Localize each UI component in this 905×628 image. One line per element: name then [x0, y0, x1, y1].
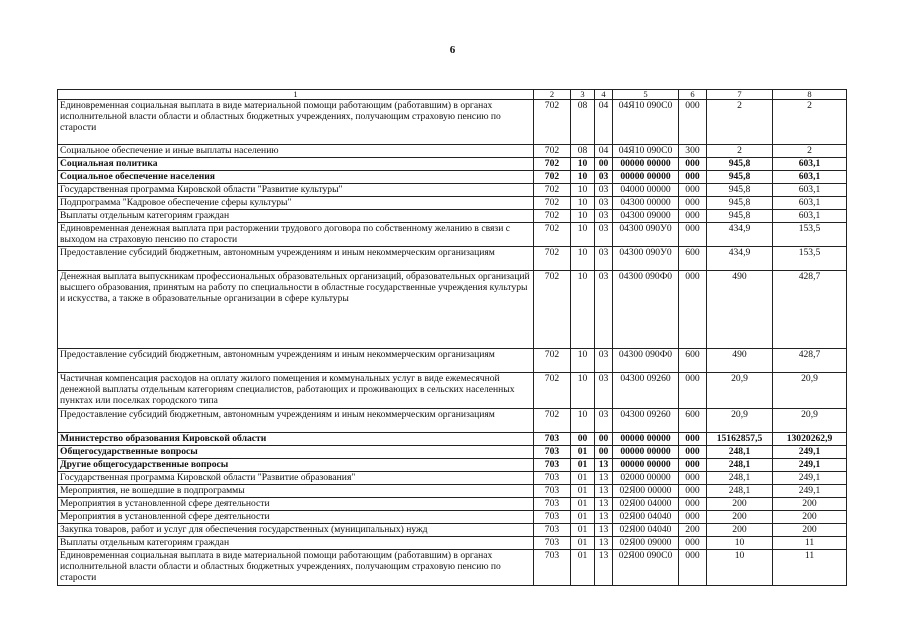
row-name-cell: Социальное обеспечение населения — [58, 171, 534, 184]
subsection-code-cell: 13 — [595, 498, 613, 511]
row-name-cell: Предоставление субсидий бюджетным, автономным учреждениям и иным некоммерческим организациям — [58, 409, 534, 433]
subsection-code-cell: 13 — [595, 511, 613, 524]
expense-type-cell: 000 — [679, 271, 707, 349]
target-article-cell: 00000 00000 — [613, 433, 679, 446]
amount-year1-cell: 200 — [707, 524, 773, 537]
header-cell: 3 — [571, 90, 595, 100]
amount-year2-cell: 200 — [773, 511, 847, 524]
expense-type-cell: 000 — [679, 511, 707, 524]
target-article-cell: 04300 00000 — [613, 197, 679, 210]
amount-year2-cell: 200 — [773, 498, 847, 511]
subsection-code-cell: 13 — [595, 537, 613, 550]
expense-type-cell: 000 — [679, 485, 707, 498]
admin-code-cell: 703 — [534, 550, 571, 586]
target-article-cell: 00000 00000 — [613, 459, 679, 472]
row-name-cell: Выплаты отдельным категориям граждан — [58, 210, 534, 223]
subsection-code-cell: 03 — [595, 171, 613, 184]
table-row — [58, 271, 847, 349]
admin-code-cell: 702 — [534, 158, 571, 171]
row-name-cell: Выплаты отдельным категориям граждан — [58, 537, 534, 550]
section-code-cell: 10 — [571, 373, 595, 409]
row-name-cell: Государственная программа Кировской области "Развитие образования" — [58, 472, 534, 485]
admin-code-cell: 702 — [534, 223, 571, 247]
section-code-cell: 00 — [571, 433, 595, 446]
amount-year2-cell: 603,1 — [773, 158, 847, 171]
table-row — [58, 498, 847, 511]
admin-code-cell: 703 — [534, 524, 571, 537]
amount-year1-cell: 10 — [707, 550, 773, 586]
target-article-cell: 04300 090Ф0 — [613, 349, 679, 373]
budget-table — [57, 89, 847, 586]
target-article-cell: 04300 09260 — [613, 409, 679, 433]
amount-year1-cell: 945,8 — [707, 184, 773, 197]
table-row — [58, 145, 847, 158]
target-article-cell: 04000 00000 — [613, 184, 679, 197]
table-row — [58, 485, 847, 498]
table-header-row — [58, 90, 847, 100]
table-row — [58, 210, 847, 223]
admin-code-cell: 703 — [534, 459, 571, 472]
expense-type-cell: 000 — [679, 472, 707, 485]
row-name-cell: Закупка товаров, работ и услуг для обеспечения государственных (муниципальных) нужд — [58, 524, 534, 537]
admin-code-cell: 703 — [534, 511, 571, 524]
amount-year2-cell: 249,1 — [773, 485, 847, 498]
target-article-cell: 00000 00000 — [613, 158, 679, 171]
section-code-cell: 10 — [571, 247, 595, 271]
expense-type-cell: 600 — [679, 409, 707, 433]
amount-year2-cell: 603,1 — [773, 184, 847, 197]
header-cell: 8 — [773, 90, 847, 100]
section-code-cell: 01 — [571, 485, 595, 498]
target-article-cell: 02Я00 00000 — [613, 485, 679, 498]
expense-type-cell: 000 — [679, 537, 707, 550]
expense-type-cell: 200 — [679, 524, 707, 537]
row-name-cell: Мероприятия в установленной сфере деятельности — [58, 498, 534, 511]
amount-year2-cell: 20,9 — [773, 373, 847, 409]
subsection-code-cell: 00 — [595, 158, 613, 171]
table-row — [58, 373, 847, 409]
row-name-cell: Социальное обеспечение и иные выплаты населению — [58, 145, 534, 158]
amount-year1-cell: 2 — [707, 145, 773, 158]
row-name-cell: Социальная политика — [58, 158, 534, 171]
table-row — [58, 171, 847, 184]
row-name-cell: Государственная программа Кировской области "Развитие культуры" — [58, 184, 534, 197]
admin-code-cell: 702 — [534, 373, 571, 409]
subsection-code-cell: 13 — [595, 550, 613, 586]
subsection-code-cell: 03 — [595, 223, 613, 247]
subsection-code-cell: 00 — [595, 433, 613, 446]
table-row — [58, 472, 847, 485]
section-code-cell: 08 — [571, 100, 595, 145]
row-name-cell: Предоставление субсидий бюджетным, автономным учреждениям и иным некоммерческим организациям — [58, 247, 534, 271]
table-row — [58, 524, 847, 537]
target-article-cell: 02Я00 090С0 — [613, 550, 679, 586]
section-code-cell: 10 — [571, 158, 595, 171]
section-code-cell: 01 — [571, 472, 595, 485]
section-code-cell: 01 — [571, 524, 595, 537]
target-article-cell: 02Я00 04040 — [613, 524, 679, 537]
amount-year1-cell: 20,9 — [707, 373, 773, 409]
amount-year2-cell: 249,1 — [773, 446, 847, 459]
section-code-cell: 01 — [571, 550, 595, 586]
subsection-code-cell: 03 — [595, 247, 613, 271]
expense-type-cell: 000 — [679, 459, 707, 472]
amount-year1-cell: 15162857,5 — [707, 433, 773, 446]
subsection-code-cell: 13 — [595, 524, 613, 537]
admin-code-cell: 702 — [534, 247, 571, 271]
row-name-cell: Министерство образования Кировской области — [58, 433, 534, 446]
subsection-code-cell: 03 — [595, 210, 613, 223]
admin-code-cell: 702 — [534, 409, 571, 433]
expense-type-cell: 600 — [679, 247, 707, 271]
amount-year2-cell: 603,1 — [773, 197, 847, 210]
admin-code-cell: 702 — [534, 349, 571, 373]
amount-year1-cell: 10 — [707, 537, 773, 550]
row-name-cell: Подпрограмма "Кадровое обеспечение сферы культуры" — [58, 197, 534, 210]
admin-code-cell: 703 — [534, 537, 571, 550]
amount-year1-cell: 20,9 — [707, 409, 773, 433]
target-article-cell: 02Я00 04000 — [613, 498, 679, 511]
subsection-code-cell: 04 — [595, 145, 613, 158]
expense-type-cell: 000 — [679, 158, 707, 171]
subsection-code-cell: 03 — [595, 271, 613, 349]
section-code-cell: 10 — [571, 223, 595, 247]
admin-code-cell: 703 — [534, 485, 571, 498]
amount-year2-cell: 2 — [773, 100, 847, 145]
row-name-cell: Мероприятия, не вошедшие в подпрограммы — [58, 485, 534, 498]
expense-type-cell: 000 — [679, 100, 707, 145]
amount-year2-cell: 153,5 — [773, 223, 847, 247]
expense-type-cell: 000 — [679, 210, 707, 223]
header-cell: 2 — [534, 90, 571, 100]
subsection-code-cell: 03 — [595, 184, 613, 197]
target-article-cell: 00000 00000 — [613, 171, 679, 184]
header-cell: 6 — [679, 90, 707, 100]
section-code-cell: 08 — [571, 145, 595, 158]
target-article-cell: 04300 090У0 — [613, 247, 679, 271]
subsection-code-cell: 13 — [595, 485, 613, 498]
amount-year2-cell: 249,1 — [773, 472, 847, 485]
admin-code-cell: 702 — [534, 271, 571, 349]
amount-year1-cell: 434,9 — [707, 247, 773, 271]
table-row — [58, 409, 847, 433]
expense-type-cell: 000 — [679, 433, 707, 446]
table-row — [58, 550, 847, 586]
admin-code-cell: 702 — [534, 171, 571, 184]
amount-year2-cell: 603,1 — [773, 210, 847, 223]
amount-year2-cell: 603,1 — [773, 171, 847, 184]
target-article-cell: 02Я00 04040 — [613, 511, 679, 524]
section-code-cell: 01 — [571, 459, 595, 472]
amount-year2-cell: 153,5 — [773, 247, 847, 271]
amount-year1-cell: 2 — [707, 100, 773, 145]
expense-type-cell: 000 — [679, 197, 707, 210]
table-row — [58, 158, 847, 171]
amount-year2-cell: 249,1 — [773, 459, 847, 472]
amount-year1-cell: 490 — [707, 271, 773, 349]
table-row — [58, 459, 847, 472]
expense-type-cell: 000 — [679, 498, 707, 511]
table-row — [58, 446, 847, 459]
subsection-code-cell: 03 — [595, 349, 613, 373]
subsection-code-cell: 03 — [595, 197, 613, 210]
admin-code-cell: 703 — [534, 433, 571, 446]
amount-year1-cell: 945,8 — [707, 171, 773, 184]
section-code-cell: 10 — [571, 349, 595, 373]
subsection-code-cell: 03 — [595, 373, 613, 409]
row-name-cell: Другие общегосударственные вопросы — [58, 459, 534, 472]
subsection-code-cell: 13 — [595, 459, 613, 472]
section-code-cell: 01 — [571, 537, 595, 550]
admin-code-cell: 703 — [534, 472, 571, 485]
expense-type-cell: 000 — [679, 373, 707, 409]
table-row — [58, 197, 847, 210]
header-cell: 1 — [58, 90, 534, 100]
amount-year2-cell: 200 — [773, 524, 847, 537]
expense-type-cell: 000 — [679, 550, 707, 586]
table-row — [58, 184, 847, 197]
amount-year1-cell: 434,9 — [707, 223, 773, 247]
header-cell: 4 — [595, 90, 613, 100]
amount-year2-cell: 11 — [773, 537, 847, 550]
row-name-cell: Мероприятия в установленной сфере деятельности — [58, 511, 534, 524]
amount-year1-cell: 945,8 — [707, 210, 773, 223]
admin-code-cell: 702 — [534, 210, 571, 223]
expense-type-cell: 300 — [679, 145, 707, 158]
expense-type-cell: 000 — [679, 446, 707, 459]
target-article-cell: 04Я10 090С0 — [613, 100, 679, 145]
expense-type-cell: 000 — [679, 223, 707, 247]
subsection-code-cell: 04 — [595, 100, 613, 145]
amount-year2-cell: 20,9 — [773, 409, 847, 433]
section-code-cell: 10 — [571, 271, 595, 349]
amount-year1-cell: 200 — [707, 498, 773, 511]
page-number: 6 — [449, 44, 456, 56]
target-article-cell: 04Я10 090С0 — [613, 145, 679, 158]
admin-code-cell: 702 — [534, 145, 571, 158]
target-article-cell: 02000 00000 — [613, 472, 679, 485]
expense-type-cell: 000 — [679, 171, 707, 184]
amount-year1-cell: 945,8 — [707, 158, 773, 171]
admin-code-cell: 703 — [534, 446, 571, 459]
amount-year1-cell: 490 — [707, 349, 773, 373]
section-code-cell: 01 — [571, 446, 595, 459]
section-code-cell: 01 — [571, 498, 595, 511]
row-name-cell: Единовременная денежная выплата при расторжении трудового договора по собственному желанию в связи с выходом на страховую пенсию по старости — [58, 223, 534, 247]
subsection-code-cell: 03 — [595, 409, 613, 433]
target-article-cell: 04300 090У0 — [613, 223, 679, 247]
amount-year2-cell: 428,7 — [773, 349, 847, 373]
row-name-cell: Единовременная социальная выплата в виде материальной помощи работающим (работавшим) в органах исполнительной власти области и областных бюджетных учреждениях, получающим страховую пенсию по старости — [58, 100, 534, 145]
expense-type-cell: 600 — [679, 349, 707, 373]
section-code-cell: 10 — [571, 197, 595, 210]
section-code-cell: 01 — [571, 511, 595, 524]
row-name-cell: Предоставление субсидий бюджетным, автономным учреждениям и иным некоммерческим организациям — [58, 349, 534, 373]
header-cell: 5 — [613, 90, 679, 100]
target-article-cell: 04300 09000 — [613, 210, 679, 223]
admin-code-cell: 702 — [534, 184, 571, 197]
section-code-cell: 10 — [571, 171, 595, 184]
table-row — [58, 349, 847, 373]
admin-code-cell: 702 — [534, 197, 571, 210]
target-article-cell: 02Я00 09000 — [613, 537, 679, 550]
table-row — [58, 100, 847, 145]
amount-year1-cell: 945,8 — [707, 197, 773, 210]
amount-year1-cell: 248,1 — [707, 472, 773, 485]
amount-year2-cell: 11 — [773, 550, 847, 586]
section-code-cell: 10 — [571, 409, 595, 433]
table-row — [58, 247, 847, 271]
admin-code-cell: 703 — [534, 498, 571, 511]
table-row — [58, 511, 847, 524]
amount-year1-cell: 200 — [707, 511, 773, 524]
table-row — [58, 433, 847, 446]
target-article-cell: 04300 090Ф0 — [613, 271, 679, 349]
amount-year2-cell: 428,7 — [773, 271, 847, 349]
amount-year1-cell: 248,1 — [707, 485, 773, 498]
target-article-cell: 04300 09260 — [613, 373, 679, 409]
amount-year2-cell: 2 — [773, 145, 847, 158]
amount-year1-cell: 248,1 — [707, 446, 773, 459]
header-cell: 7 — [707, 90, 773, 100]
amount-year1-cell: 248,1 — [707, 459, 773, 472]
section-code-cell: 10 — [571, 210, 595, 223]
admin-code-cell: 702 — [534, 100, 571, 145]
row-name-cell: Денежная выплата выпускникам профессиональных образовательных организаций, образовательных организаций высшего образования, принятым на работу по специальности в областные государственные учреждения культуры и искусства, а также в образовательные организации в сфере культуры — [58, 271, 534, 349]
subsection-code-cell: 13 — [595, 472, 613, 485]
target-article-cell: 00000 00000 — [613, 446, 679, 459]
table-row — [58, 537, 847, 550]
table-row — [58, 223, 847, 247]
amount-year2-cell: 13020262,9 — [773, 433, 847, 446]
expense-type-cell: 000 — [679, 184, 707, 197]
row-name-cell: Единовременная социальная выплата в виде материальной помощи работающим (работавшим) в органах исполнительной власти области и областных бюджетных учреждениях, получающим страховую пенсию по старости — [58, 550, 534, 586]
row-name-cell: Частичная компенсация расходов на оплату жилого помещения и коммунальных услуг в виде ежемесячной денежной выплаты отдельным категориям специалистов, работающих и проживающих в сельских населенных пунктах или поселках городского типа — [58, 373, 534, 409]
section-code-cell: 10 — [571, 184, 595, 197]
row-name-cell: Общегосударственные вопросы — [58, 446, 534, 459]
subsection-code-cell: 00 — [595, 446, 613, 459]
